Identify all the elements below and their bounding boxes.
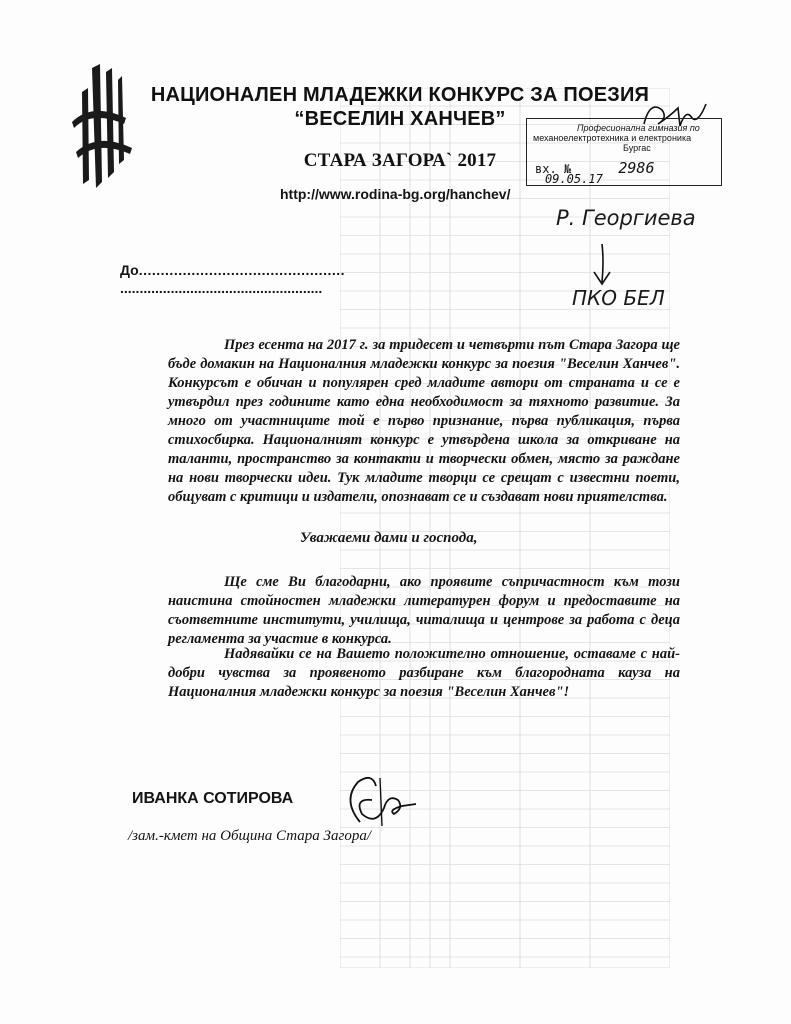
registration-stamp [526, 118, 722, 186]
stamp-line2: механоелектротехника и електроника [533, 133, 692, 143]
body-paragraph-3: Надявайки се на Вашето положително отношение, оставаме с най- добри чувства за проявеното разбиране към благородната кауза на Националния младежки конкурс за поезия "Веселин Ханчев"! [168, 646, 680, 700]
addressee-label: До [120, 262, 139, 278]
body-paragraph-2: Ще сме Ви благодарни, ако проявите съпричастност към този наистина стойностен младежки литературен форум и предоставите на съответните институти, училища, читалища и центрове за работа с деца регламента за участие в конкурса. [168, 574, 680, 647]
contest-name: “ВЕСЕЛИН ХАНЧЕВ” [294, 108, 506, 130]
handwritten-signature-icon [332, 770, 422, 830]
signer-role: /зам.-кмет на Община Стара Загора/ [128, 828, 371, 844]
stamp-registration [535, 159, 715, 186]
city-year: СТАРА ЗАГОРА` 2017 [303, 150, 497, 171]
stamp-line1: Професионална гимназия по [577, 123, 700, 133]
addressee-line1 [120, 262, 345, 278]
stamp-reg-label: вх. № [535, 162, 579, 176]
contest-url[interactable]: http://www.rodina-bg.org/hanchev/ [280, 186, 511, 202]
greeting: Уважаеми дами и господа, [300, 530, 478, 546]
signer-name: ИВАНКА СОТИРОВА [132, 790, 294, 807]
stamp-line3: Бургас [623, 143, 651, 153]
down-arrow-icon [588, 242, 618, 288]
addressee-line2: .................................................... [120, 280, 323, 296]
contest-logo [62, 62, 146, 190]
stamp-reg-number: 2986 [618, 159, 655, 177]
stamp-reg-date: 09.05.17 [545, 172, 603, 186]
handwritten-department: ПКО БЕЛ [572, 286, 665, 310]
contest-title: НАЦИОНАЛЕН МЛАДЕЖКИ КОНКУРС ЗА ПОЕЗИЯ [150, 84, 650, 106]
addressee-dots1: ............................................... [138, 262, 346, 278]
body-paragraph-1: През есента на 2017 г. за тридесет и четвърти път Стара Загора ще бъде домакин на Националния младежки конкурс за поезия "Веселин Ханчев". Конкурсът е обичан и популярен сред младите автори от страната и се е утвърдил през годините като една необходимост за тяхното развитие. За много от участниците той е първо признание, първа публикация, първа стихосбирка. Националният конкурс е утвърдена школа за откриване на таланти, пространство за контакти и творчески обмен, място за раждане на нови творчески идеи. Тук младите творци се срещат с известни поети, общуват с критици и издатели, опознават се и създават нови приятелства. [168, 337, 680, 505]
handwritten-recipient: Р. Георгиева [556, 206, 696, 230]
